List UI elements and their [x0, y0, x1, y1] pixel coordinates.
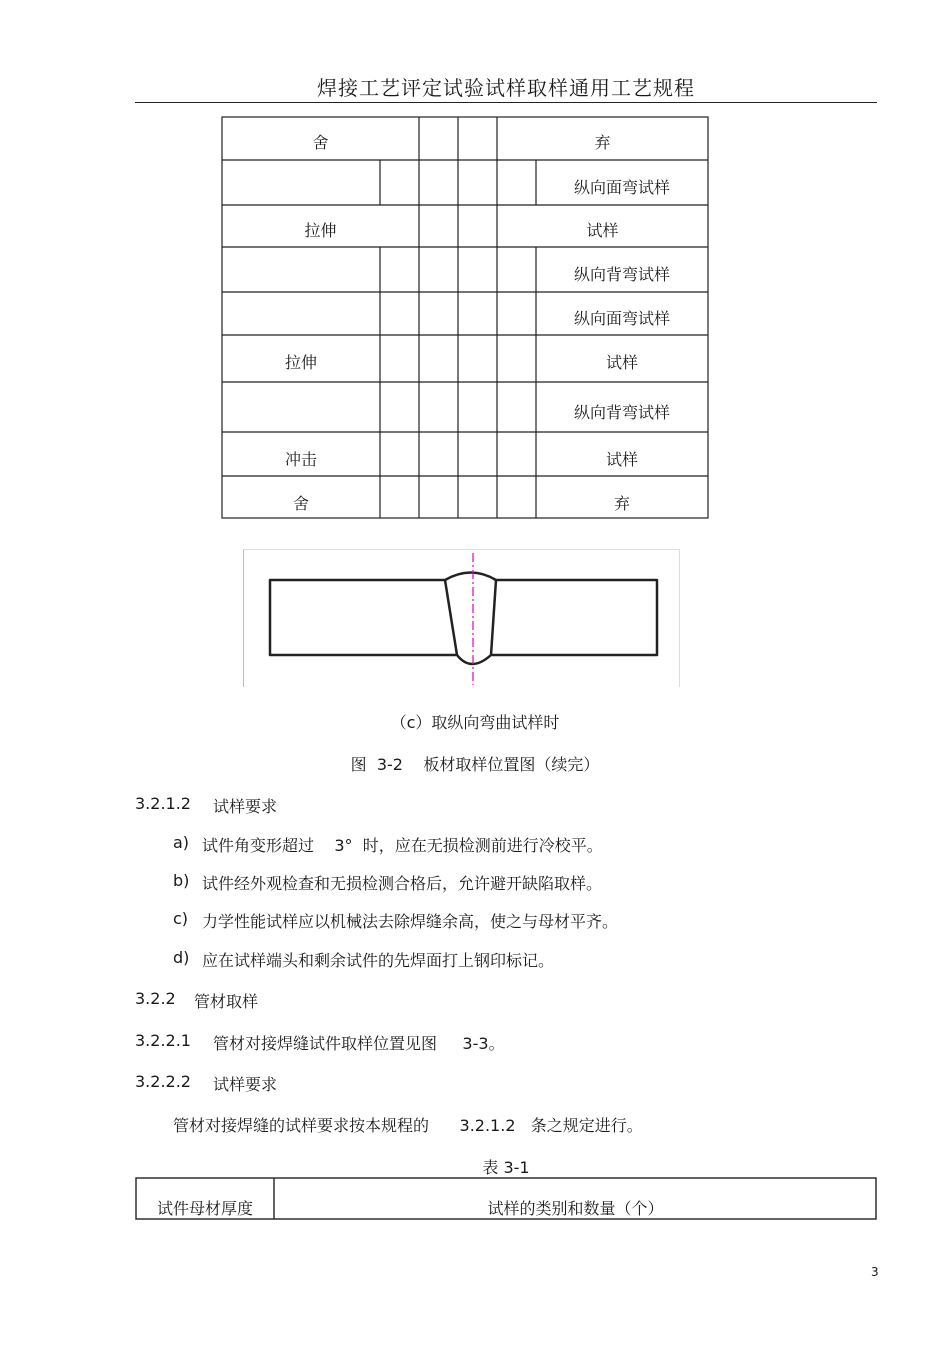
- figure-caption: 图 3-2 板材取样位置图（续完）: [350, 755, 600, 774]
- section-3222-number: 3.2.2.2: [135, 1072, 191, 1091]
- item-b-text: 试件经外观检查和无损检测合格后，允许避开缺陷取样。: [202, 874, 603, 893]
- figure-subcaption: （c）取纵向弯曲试样时: [390, 713, 560, 732]
- item-d-marker: d): [173, 948, 190, 967]
- page-header-title: 焊接工艺评定试验试样取样通用工艺规程: [317, 76, 695, 100]
- section-3222-paragraph: 管材对接焊缝的试样要求按本规程的 3.2.1.2 条之规定进行。: [173, 1116, 643, 1135]
- table-3-1-caption: 表 3-1: [482, 1158, 530, 1177]
- section-322-number: 3.2.2: [135, 989, 176, 1008]
- item-a-text: 试件角变形超过 3° 时，应在无损检测前进行冷校平。: [202, 836, 603, 855]
- section-3212-title: 试样要求: [213, 797, 278, 816]
- cell-impact-left: 冲击: [284, 450, 317, 469]
- cell-discard-right-top: 弃: [594, 133, 611, 152]
- item-c-text: 力学性能试样应以机械法去除焊缝余高，使之与母材平齐。: [202, 912, 619, 931]
- table-3-1-header-specimen-count: 试样的类别和数量（个）: [487, 1199, 664, 1218]
- item-b-marker: b): [173, 871, 190, 890]
- weld-cross-section-drawing: [243, 549, 680, 687]
- table-3-1-header-thickness: 试件母材厚度: [156, 1199, 253, 1218]
- cell-impact-right: 试样: [605, 450, 638, 469]
- section-3222-title: 试样要求: [213, 1075, 278, 1094]
- cell-discard-left-bottom: 舍: [292, 494, 309, 513]
- item-a-marker: a): [173, 833, 190, 852]
- cell-tensile-2-right: 试样: [605, 353, 638, 372]
- cell-longitudinal-back-bend-1: 纵向背弯试样: [573, 265, 670, 284]
- page-number: 3: [871, 1265, 879, 1279]
- cell-longitudinal-back-bend-2: 纵向背弯试样: [573, 403, 670, 422]
- cell-tensile-1-left: 拉伸: [304, 221, 337, 240]
- item-c-marker: c): [173, 909, 189, 928]
- cell-discard-right-bottom: 弃: [613, 494, 630, 513]
- item-d-text: 应在试样端头和剩余试件的先焊面打上钢印标记。: [202, 951, 555, 970]
- cell-longitudinal-face-bend-1: 纵向面弯试样: [573, 178, 670, 197]
- section-3212-number: 3.2.1.2: [135, 794, 191, 813]
- cell-discard-left-top: 舍: [312, 133, 329, 152]
- section-322-title: 管材取样: [194, 992, 259, 1011]
- cell-tensile-1-right: 试样: [586, 221, 619, 240]
- cell-tensile-2-left: 拉伸: [284, 353, 317, 372]
- section-3221-number: 3.2.2.1: [135, 1031, 191, 1050]
- section-3221-text: 管材对接焊缝试件取样位置见图 3-3。: [213, 1034, 505, 1053]
- cell-longitudinal-face-bend-2: 纵向面弯试样: [573, 309, 670, 328]
